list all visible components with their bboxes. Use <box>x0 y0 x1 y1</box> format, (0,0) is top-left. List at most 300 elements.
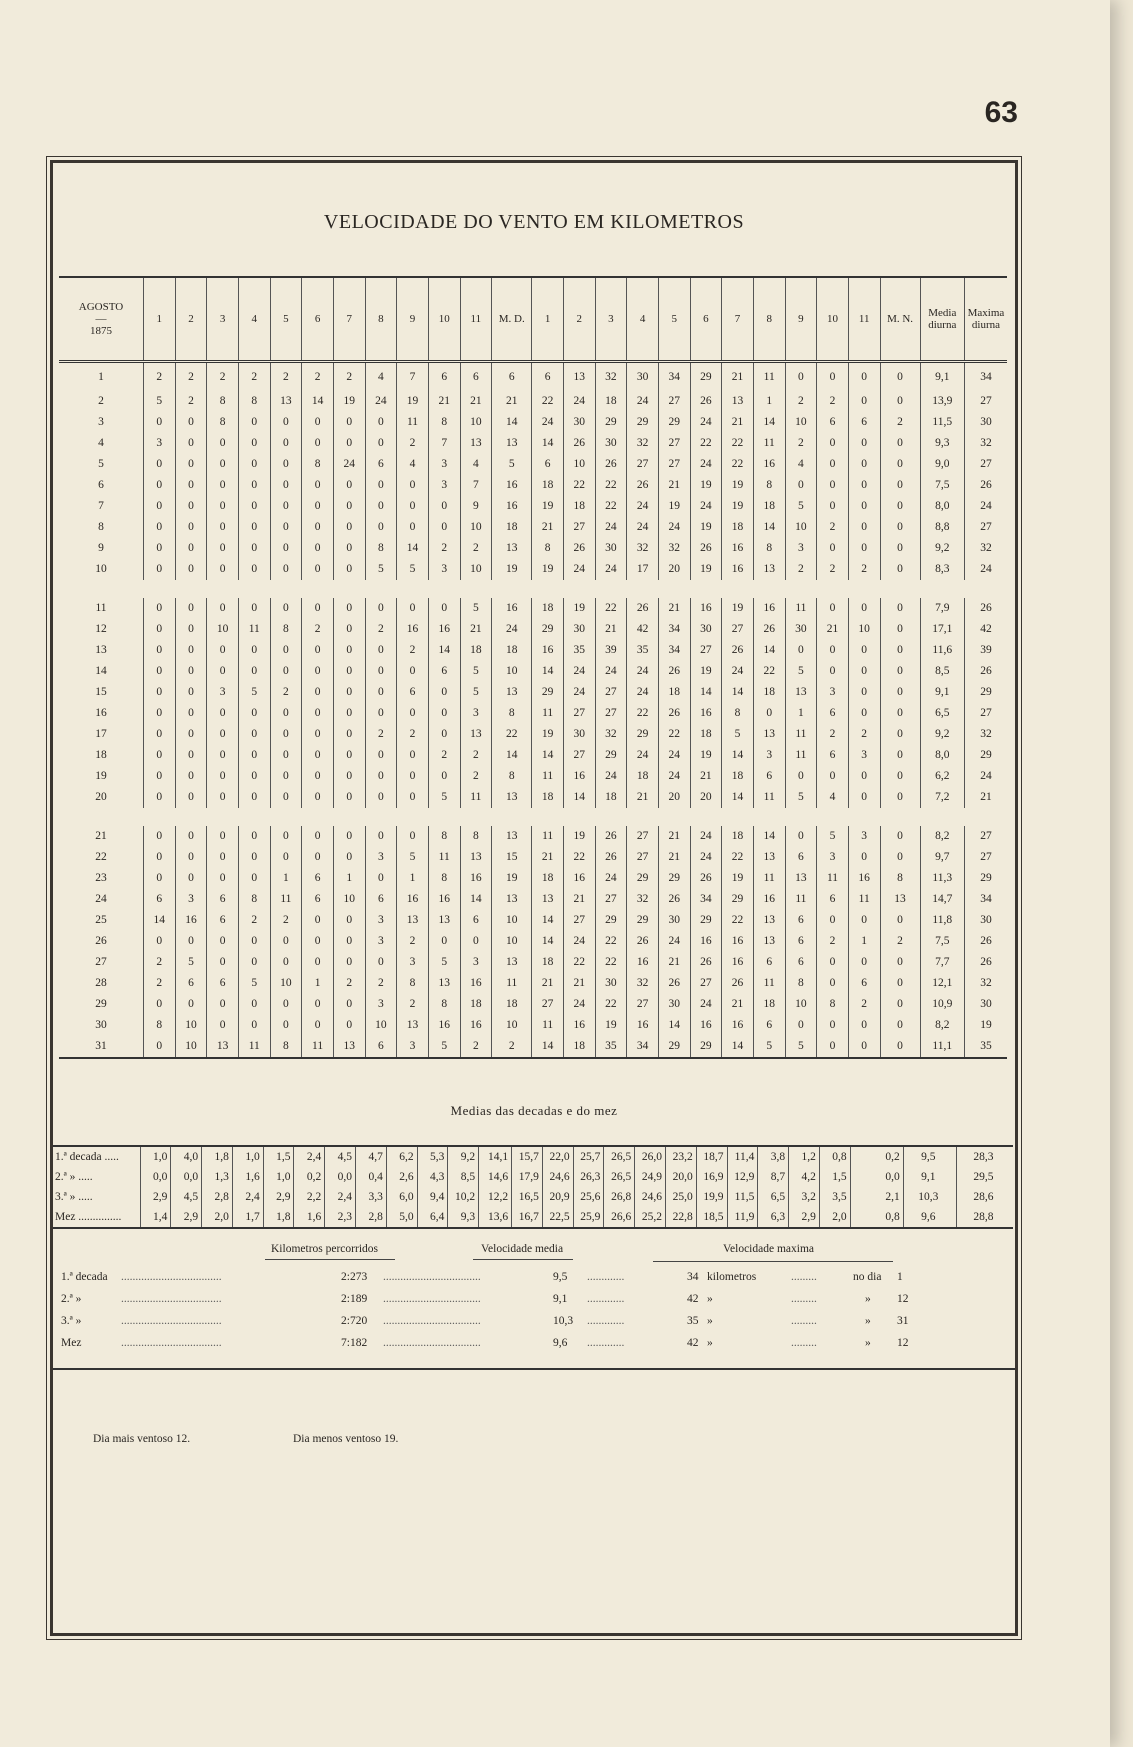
summary-km: 2:189 <box>341 1293 368 1305</box>
value-cell: 11 <box>238 1036 270 1058</box>
value-cell: 0 <box>333 496 365 517</box>
value-cell: 0 <box>880 826 920 847</box>
average-cell: 4,0 <box>171 1146 202 1167</box>
value-cell: 0 <box>817 538 849 559</box>
day-cell: 2 <box>98 395 104 407</box>
month-header <box>59 277 143 361</box>
value-cell: 11 <box>848 889 880 910</box>
value-cell: 2 <box>492 1036 532 1058</box>
value-cell: 20 <box>690 787 722 808</box>
average-cell: 2,8 <box>356 1207 387 1228</box>
value-cell: 10 <box>365 1015 397 1036</box>
value-cell: 13 <box>563 361 595 391</box>
summary-km: 2:273 <box>341 1271 368 1283</box>
value-cell: 0 <box>302 847 334 868</box>
value-cell: 0 <box>302 826 334 847</box>
value-cell: 6 <box>848 412 880 433</box>
value-cell: 0 <box>428 598 460 619</box>
maxima-cell: 24 <box>964 766 1007 787</box>
value-cell: 27 <box>627 994 659 1015</box>
value-cell: 13 <box>785 682 817 703</box>
value-cell: 0 <box>848 682 880 703</box>
hour-header: 1 <box>143 277 175 361</box>
average-cell: 1,8 <box>263 1207 294 1228</box>
value-cell: 0 <box>143 868 175 889</box>
summary-ditto: » <box>865 1293 871 1305</box>
summary-label: 3.ª » <box>61 1315 82 1327</box>
hour-header: 11 <box>848 277 880 361</box>
value-cell: 0 <box>817 1036 849 1058</box>
average-cell: 11,4 <box>727 1146 758 1167</box>
value-cell: 21 <box>658 847 690 868</box>
value-cell: 0 <box>175 745 207 766</box>
value-cell: 2 <box>880 412 920 433</box>
value-cell: 16 <box>722 1015 754 1036</box>
value-cell: 2 <box>365 973 397 994</box>
value-cell: 2 <box>397 640 429 661</box>
average-cell: 8,5 <box>448 1167 479 1187</box>
value-cell: 19 <box>595 1015 627 1036</box>
value-cell: 0 <box>207 994 239 1015</box>
average-cell: 4,2 <box>789 1167 820 1187</box>
value-cell: 0 <box>365 640 397 661</box>
media-cell: 8,2 <box>920 826 964 847</box>
value-cell: 0 <box>175 787 207 808</box>
value-cell: 0 <box>143 994 175 1015</box>
value-cell: 0 <box>880 787 920 808</box>
average-row <box>53 1146 1013 1167</box>
media-cell: 10,9 <box>920 994 964 1015</box>
value-cell: 0 <box>333 1015 365 1036</box>
value-cell: 6 <box>785 931 817 952</box>
value-cell: 18 <box>460 640 492 661</box>
value-cell: 16 <box>848 868 880 889</box>
summary-dots: .................................. <box>383 1293 481 1305</box>
average-cell: 25,9 <box>573 1207 604 1228</box>
value-cell: 24 <box>690 826 722 847</box>
value-cell: 0 <box>270 766 302 787</box>
maxima-cell: 32 <box>964 973 1007 994</box>
hour-header: 3 <box>207 277 239 361</box>
table-row <box>59 598 1007 619</box>
value-cell: 18 <box>690 724 722 745</box>
value-cell: 21 <box>627 787 659 808</box>
summary-row <box>53 1315 1013 1335</box>
value-cell: 13 <box>753 559 785 580</box>
value-cell: 18 <box>595 391 627 412</box>
hour-header: 4 <box>238 277 270 361</box>
value-cell: 2 <box>238 910 270 931</box>
value-cell: 0 <box>302 745 334 766</box>
value-cell: 0 <box>143 826 175 847</box>
value-cell: 0 <box>333 787 365 808</box>
value-cell: 0 <box>302 538 334 559</box>
summary-km: 7:182 <box>341 1337 368 1349</box>
day-cell: 31 <box>95 1040 107 1052</box>
value-cell: 6 <box>785 910 817 931</box>
value-cell: 0 <box>238 826 270 847</box>
value-cell: 4 <box>460 454 492 475</box>
value-cell: 19 <box>690 661 722 682</box>
value-cell: 24 <box>563 682 595 703</box>
value-cell: 6 <box>817 703 849 724</box>
value-cell: 10 <box>492 910 532 931</box>
table-row <box>59 517 1007 538</box>
value-cell: 19 <box>333 391 365 412</box>
value-cell: 34 <box>627 1036 659 1058</box>
hour-header: 1 <box>532 277 564 361</box>
value-cell: 0 <box>143 703 175 724</box>
value-cell: 0 <box>333 412 365 433</box>
value-cell: 0 <box>880 559 920 580</box>
value-cell: 0 <box>848 640 880 661</box>
value-cell: 0 <box>207 538 239 559</box>
value-cell: 19 <box>690 475 722 496</box>
summary-dots: ......... <box>791 1293 817 1305</box>
value-cell: 16 <box>753 889 785 910</box>
value-cell: 0 <box>143 412 175 433</box>
value-cell: 3 <box>175 889 207 910</box>
media-cell: 13,9 <box>920 391 964 412</box>
value-cell: 14 <box>428 640 460 661</box>
value-cell: 8 <box>207 412 239 433</box>
value-cell: 0 <box>333 640 365 661</box>
summary-max: 34 <box>687 1271 699 1283</box>
value-cell: 18 <box>492 640 532 661</box>
value-cell: 3 <box>397 1036 429 1058</box>
value-cell: 0 <box>848 952 880 973</box>
average-cell: 18,5 <box>696 1207 727 1228</box>
value-cell: 0 <box>143 640 175 661</box>
value-cell: 24 <box>595 766 627 787</box>
value-cell: 16 <box>753 454 785 475</box>
value-cell: 0 <box>880 682 920 703</box>
value-cell: 0 <box>880 847 920 868</box>
media-cell: 12,1 <box>920 973 964 994</box>
value-cell: 0 <box>880 910 920 931</box>
value-cell: 19 <box>722 598 754 619</box>
value-cell: 21 <box>492 391 532 412</box>
value-cell: 34 <box>690 889 722 910</box>
average-cell: 5,3 <box>417 1146 448 1167</box>
value-cell: 8 <box>460 826 492 847</box>
spacer-cell <box>59 808 1007 826</box>
value-cell: 30 <box>658 994 690 1015</box>
value-cell: 0 <box>848 496 880 517</box>
value-cell: 0 <box>207 745 239 766</box>
value-cell: 10 <box>460 412 492 433</box>
media-cell: 9,2 <box>920 724 964 745</box>
averages-title: Medias das decadas e do mez <box>450 1103 618 1118</box>
year-label: 1875 <box>89 324 112 337</box>
value-cell: 0 <box>175 640 207 661</box>
day-cell: 29 <box>95 998 107 1010</box>
day-cell: 14 <box>95 665 107 677</box>
value-cell: 0 <box>397 745 429 766</box>
hour-header: 5 <box>658 277 690 361</box>
media-cell: 7,9 <box>920 598 964 619</box>
value-cell: 21 <box>658 475 690 496</box>
average-cell: 4,3 <box>417 1167 448 1187</box>
value-cell: 18 <box>722 826 754 847</box>
value-cell: 42 <box>627 619 659 640</box>
summary-max: 35 <box>687 1315 699 1327</box>
value-cell: 14 <box>492 745 532 766</box>
value-cell: 27 <box>658 454 690 475</box>
value-cell: 24 <box>658 745 690 766</box>
table-frame <box>50 160 1018 1636</box>
value-cell: 0 <box>880 598 920 619</box>
day-cell: 11 <box>95 602 107 614</box>
value-cell: 0 <box>270 703 302 724</box>
value-cell: 27 <box>532 994 564 1015</box>
summary-dots: .................................. <box>383 1271 481 1283</box>
value-cell: 2 <box>848 724 880 745</box>
value-cell: 0 <box>848 361 880 391</box>
average-cell: 6,2 <box>386 1146 417 1167</box>
value-cell: 14 <box>753 640 785 661</box>
value-cell: 6 <box>175 973 207 994</box>
month-label: AGOSTO <box>78 300 124 313</box>
value-cell: 29 <box>595 412 627 433</box>
value-cell: 0 <box>785 826 817 847</box>
value-cell: 21 <box>658 952 690 973</box>
value-cell: 11 <box>785 889 817 910</box>
value-cell: 6 <box>143 889 175 910</box>
value-cell: 11 <box>238 619 270 640</box>
value-cell: 21 <box>658 826 690 847</box>
value-cell: 6 <box>817 889 849 910</box>
day-cell: 21 <box>95 830 107 842</box>
value-cell: 26 <box>690 391 722 412</box>
value-cell: 18 <box>753 496 785 517</box>
value-cell: 29 <box>658 412 690 433</box>
day-cell: 16 <box>95 707 107 719</box>
average-label: Mez ............... <box>53 1207 140 1228</box>
day-cell: 10 <box>95 563 107 575</box>
value-cell: 14 <box>532 433 564 454</box>
summary-dots: ............. <box>587 1315 625 1327</box>
value-cell: 24 <box>627 496 659 517</box>
value-cell: 0 <box>880 433 920 454</box>
day-cell: 18 <box>95 749 107 761</box>
value-cell: 24 <box>563 931 595 952</box>
value-cell: 14 <box>690 682 722 703</box>
value-cell: 30 <box>658 910 690 931</box>
summary-dots: ......... <box>791 1337 817 1349</box>
value-cell: 5 <box>460 598 492 619</box>
value-cell: 2 <box>460 1036 492 1058</box>
value-cell: 0 <box>817 433 849 454</box>
value-cell: 3 <box>817 847 849 868</box>
average-cell: 6,0 <box>386 1187 417 1207</box>
value-cell: 0 <box>785 361 817 391</box>
value-cell: 5 <box>722 724 754 745</box>
value-cell: 0 <box>207 433 239 454</box>
value-cell: 0 <box>270 640 302 661</box>
summary-dots: ................................... <box>121 1337 222 1349</box>
value-cell: 0 <box>880 1036 920 1058</box>
value-cell: 13 <box>460 724 492 745</box>
media-cell: 8,0 <box>920 496 964 517</box>
average-cell: 9,4 <box>417 1187 448 1207</box>
value-cell: 0 <box>817 361 849 391</box>
value-cell: 24 <box>627 391 659 412</box>
value-cell: 0 <box>175 619 207 640</box>
value-cell: 0 <box>785 475 817 496</box>
section-rule <box>53 1368 1015 1370</box>
table-row <box>59 868 1007 889</box>
bottom-cell <box>59 1058 1007 1063</box>
value-cell: 3 <box>365 931 397 952</box>
day-cell: 20 <box>95 791 107 803</box>
value-cell: 3 <box>365 910 397 931</box>
hour-header: 7 <box>333 277 365 361</box>
value-cell: 0 <box>270 598 302 619</box>
header-row <box>59 277 1007 361</box>
value-cell: 0 <box>207 868 239 889</box>
average-cell: 0,2 <box>294 1167 325 1187</box>
value-cell: 0 <box>302 640 334 661</box>
value-cell: 26 <box>563 433 595 454</box>
value-cell: 8 <box>492 766 532 787</box>
summary-head-media: Velocidade media <box>481 1243 564 1255</box>
value-cell: 16 <box>563 1015 595 1036</box>
media-cell: 11,3 <box>920 868 964 889</box>
value-cell: 14 <box>722 682 754 703</box>
value-cell: 21 <box>428 391 460 412</box>
value-cell: 5 <box>428 1036 460 1058</box>
value-cell: 14 <box>532 745 564 766</box>
maxima-cell: 29 <box>964 682 1007 703</box>
value-cell: 24 <box>627 682 659 703</box>
value-cell: 0 <box>143 661 175 682</box>
value-cell: 0 <box>397 661 429 682</box>
value-cell: 16 <box>460 868 492 889</box>
value-cell: 0 <box>207 559 239 580</box>
value-cell: 2 <box>333 361 365 391</box>
value-cell: 0 <box>302 931 334 952</box>
value-cell: 0 <box>238 703 270 724</box>
value-cell: 22 <box>595 475 627 496</box>
value-cell: 8 <box>753 538 785 559</box>
table-row <box>59 826 1007 847</box>
average-cell: 16,7 <box>512 1207 543 1228</box>
value-cell: 0 <box>175 766 207 787</box>
value-cell: 0 <box>207 454 239 475</box>
value-cell: 19 <box>722 868 754 889</box>
value-cell: 0 <box>880 724 920 745</box>
value-cell: 2 <box>848 559 880 580</box>
value-cell: 3 <box>428 454 460 475</box>
value-cell: 8 <box>492 703 532 724</box>
value-cell: 22 <box>722 454 754 475</box>
hour-header: 8 <box>753 277 785 361</box>
value-cell: 18 <box>595 787 627 808</box>
table-row <box>59 496 1007 517</box>
hour-header: 6 <box>690 277 722 361</box>
maxima-cell: 35 <box>964 1036 1007 1058</box>
value-cell: 0 <box>238 661 270 682</box>
value-cell: 7 <box>460 475 492 496</box>
media-cell: 7,5 <box>920 931 964 952</box>
value-cell: 2 <box>270 682 302 703</box>
summary-unit: » <box>707 1293 713 1305</box>
value-cell: 0 <box>397 475 429 496</box>
value-cell: 5 <box>397 847 429 868</box>
value-cell: 2 <box>428 538 460 559</box>
value-cell: 29 <box>627 910 659 931</box>
value-cell: 2 <box>817 724 849 745</box>
average-cell: 25,2 <box>635 1207 666 1228</box>
value-cell: 22 <box>595 952 627 973</box>
value-cell: 0 <box>270 826 302 847</box>
value-cell: 19 <box>722 496 754 517</box>
value-cell: 26 <box>658 661 690 682</box>
summary-label: 1.ª decada <box>61 1271 108 1283</box>
value-cell: 2 <box>143 973 175 994</box>
value-cell: 5 <box>817 826 849 847</box>
value-cell: 0 <box>175 454 207 475</box>
average-cell: 16,9 <box>696 1167 727 1187</box>
value-cell: 0 <box>848 766 880 787</box>
value-cell: 13 <box>722 391 754 412</box>
maxima-cell: 34 <box>964 889 1007 910</box>
average-cell: 25,0 <box>665 1187 696 1207</box>
media-cell: 9,2 <box>920 538 964 559</box>
value-cell: 7 <box>397 361 429 391</box>
value-cell: 11 <box>492 973 532 994</box>
value-cell: 16 <box>563 868 595 889</box>
value-cell: 22 <box>595 931 627 952</box>
note-most-windy: Dia mais ventoso 12. <box>93 1433 191 1445</box>
value-cell: 0 <box>143 787 175 808</box>
average-cell: 3,8 <box>758 1146 789 1167</box>
day-cell: 30 <box>95 1019 107 1031</box>
value-cell: 16 <box>428 619 460 640</box>
average-cell: 13,6 <box>479 1207 512 1228</box>
maxima-cell: 27 <box>964 517 1007 538</box>
value-cell: 0 <box>270 787 302 808</box>
summary-unit: » <box>707 1315 713 1327</box>
hour-header: 8 <box>365 277 397 361</box>
value-cell: 27 <box>563 910 595 931</box>
average-maxima-cell: 28,6 <box>956 1187 1013 1207</box>
value-cell: 2 <box>397 433 429 454</box>
average-cell: 22,0 <box>542 1146 573 1167</box>
value-cell: 30 <box>595 433 627 454</box>
value-cell: 0 <box>880 361 920 391</box>
value-cell: 21 <box>722 994 754 1015</box>
average-cell: 2,9 <box>171 1207 202 1228</box>
value-cell: 13 <box>880 889 920 910</box>
value-cell: 18 <box>460 994 492 1015</box>
value-cell: 0 <box>270 847 302 868</box>
average-cell: 0,0 <box>171 1167 202 1187</box>
value-cell: 30 <box>785 619 817 640</box>
value-cell: 0 <box>302 496 334 517</box>
table-row <box>59 475 1007 496</box>
value-cell: 16 <box>428 1015 460 1036</box>
value-cell: 13 <box>270 391 302 412</box>
average-cell: 11,5 <box>727 1187 758 1207</box>
value-cell: 0 <box>848 433 880 454</box>
value-cell: 0 <box>175 559 207 580</box>
value-cell: 26 <box>563 538 595 559</box>
value-cell: 19 <box>658 496 690 517</box>
value-cell: 10 <box>785 994 817 1015</box>
average-cell: 1,3 <box>202 1167 233 1187</box>
